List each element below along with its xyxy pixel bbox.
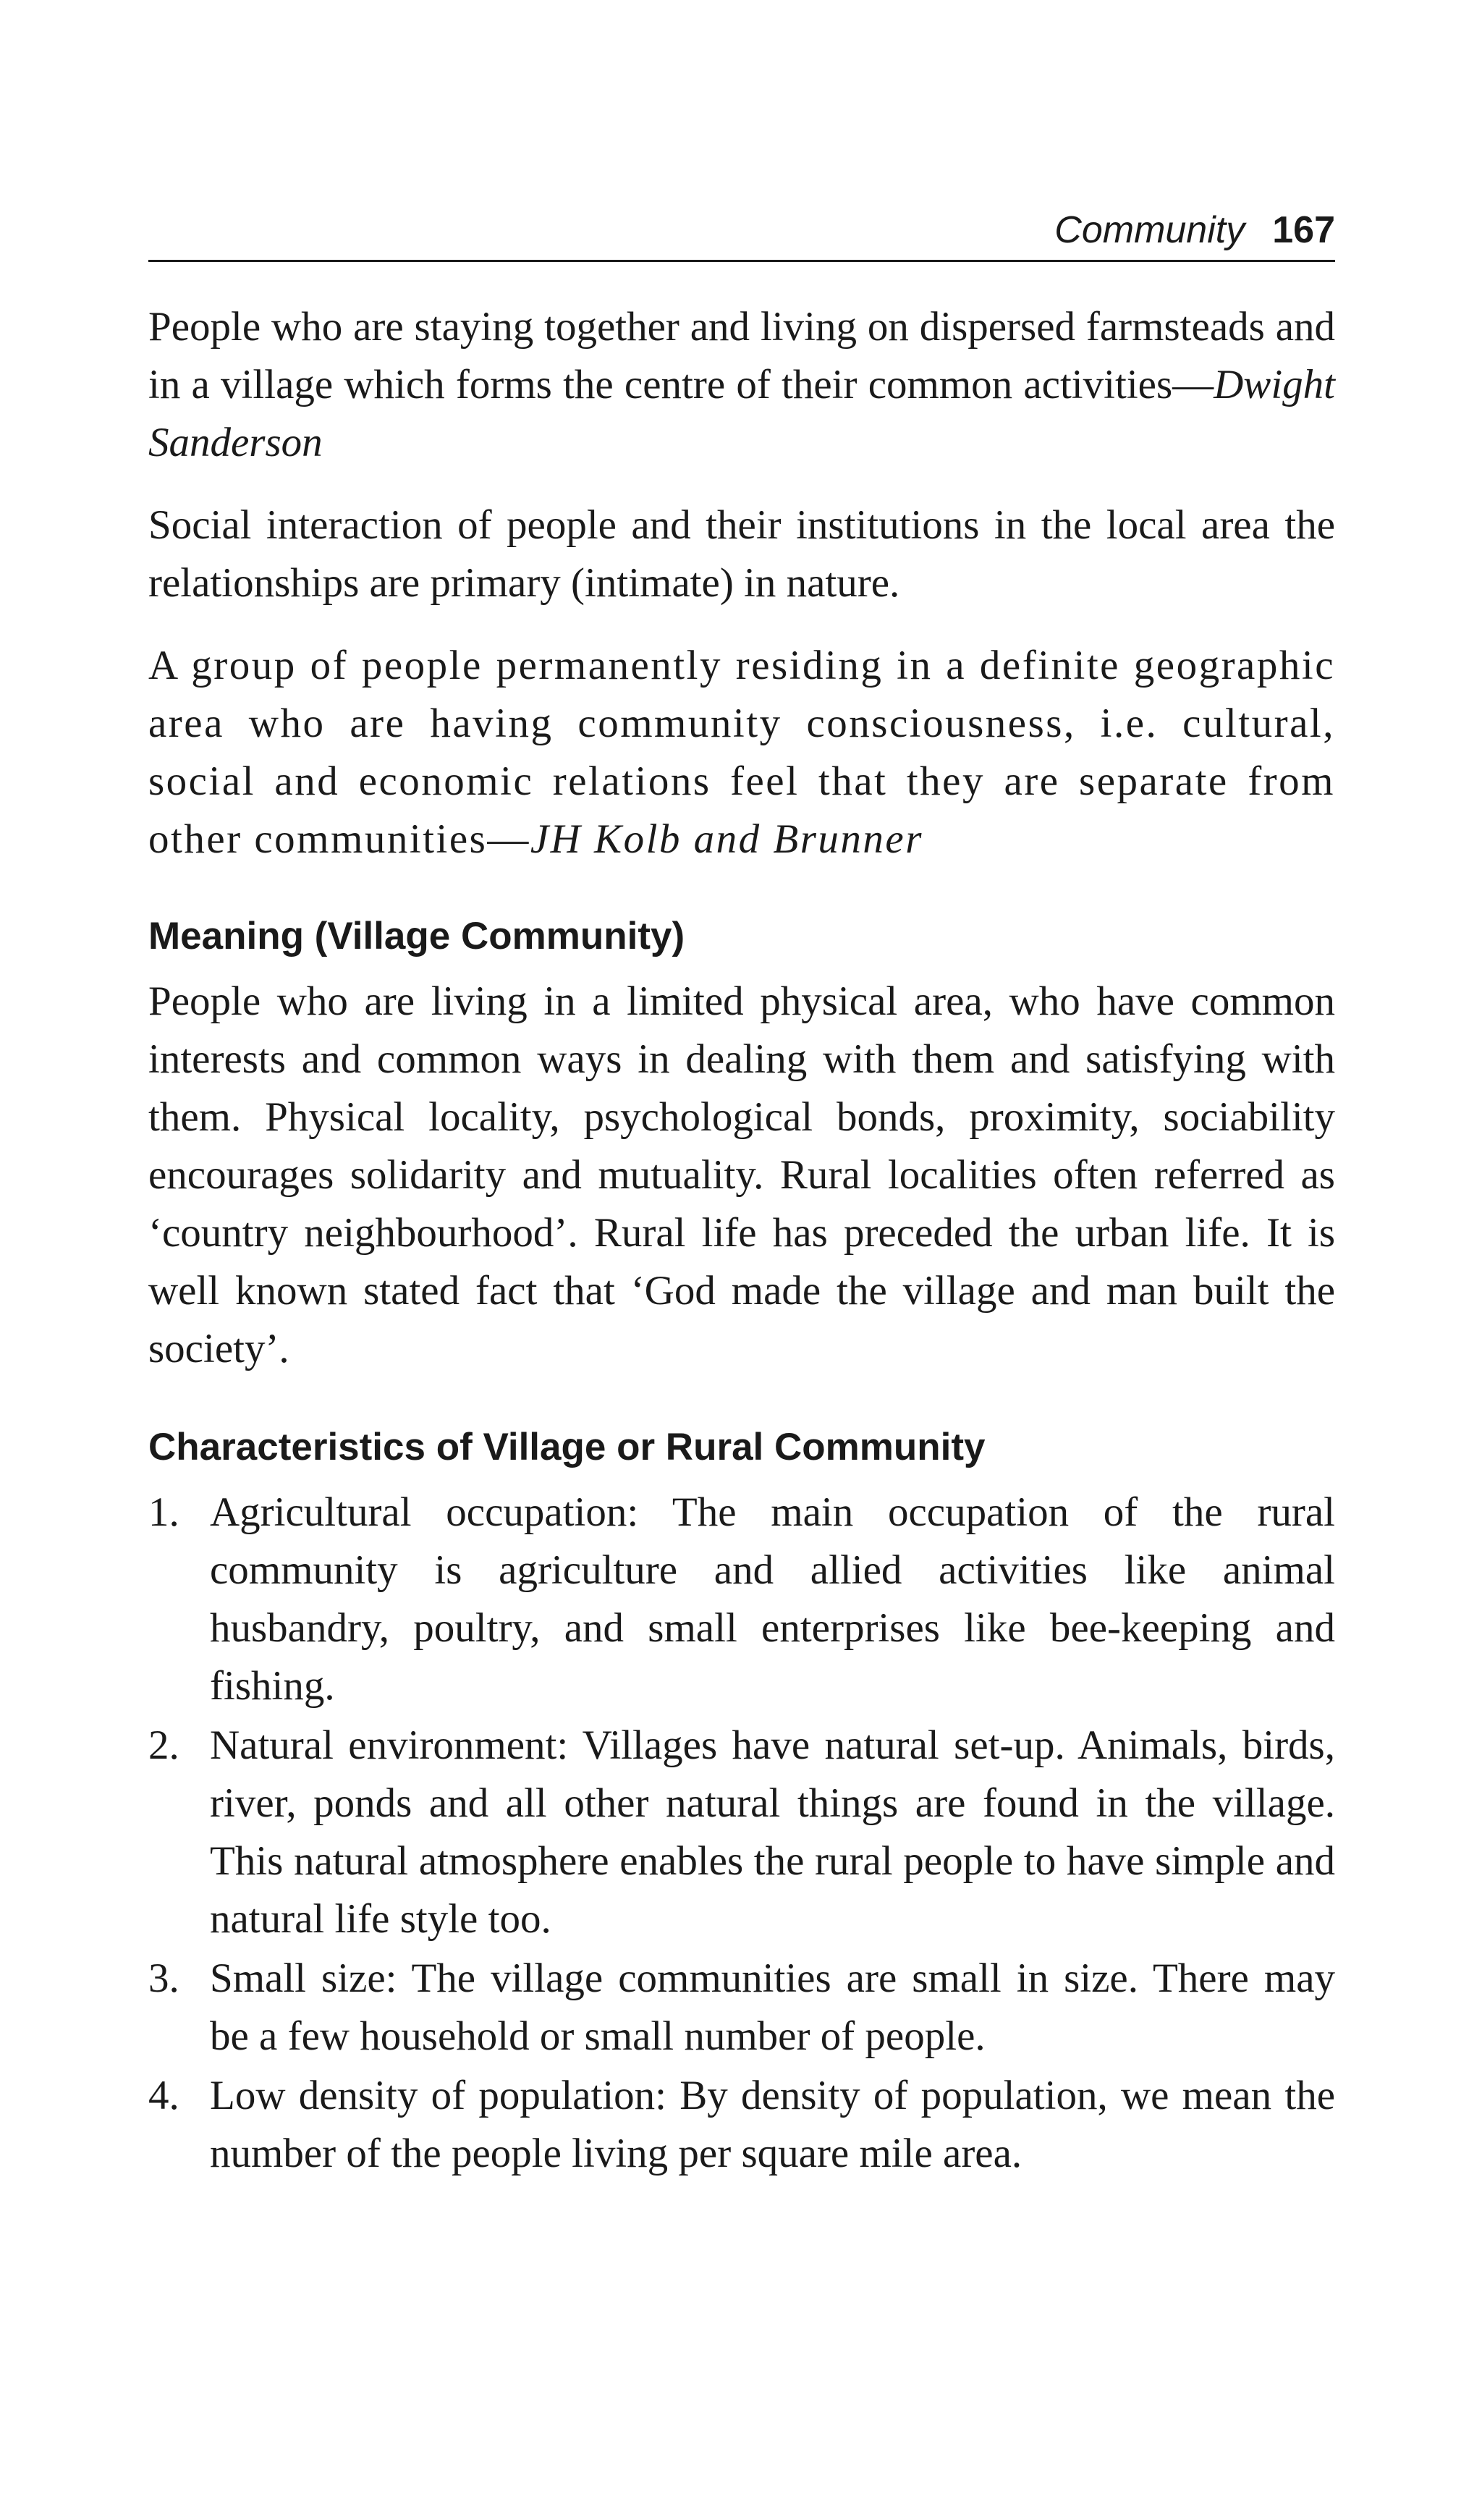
list-item	[148, 2067, 1335, 2183]
list-item-text: Agricultural occupation: The main occupation of the rural community is agriculture and allied activities like animal husbandry, poultry, and small enterprises like bee-keeping and fishing.	[210, 1489, 1335, 1709]
list-item-text: Small size: The village communities are small in size. There may be a few household or small number of people.	[210, 1955, 1335, 2060]
definition-paragraph-sanderson	[148, 298, 1335, 472]
book-page	[148, 210, 1335, 2184]
list-item-number: 2.	[148, 1722, 179, 1769]
definition-attribution: JH Kolb and Brunner	[530, 816, 923, 863]
definition-attribution: Dwight Sanderson	[148, 362, 1335, 466]
definition-paragraph-social-interaction	[148, 496, 1335, 612]
characteristics-list	[148, 1484, 1335, 2183]
definition-text: Social interaction of people and their institutions in the local area the relationships are primary (intimate) in nature.	[148, 502, 1335, 606]
list-item	[148, 1950, 1335, 2066]
running-head	[148, 210, 1335, 262]
list-item-text: Natural environment: Villages have natural set-up. Animals, birds, river, ponds and all other natural things are found in the village. This natural atmosphere enables the rural people to have simple and natural life style too.	[210, 1722, 1335, 1942]
page-number: 167	[1272, 209, 1335, 251]
list-item	[148, 1717, 1335, 1948]
list-item-number: 3.	[148, 1955, 179, 2002]
list-item-number: 1.	[148, 1489, 179, 1536]
definition-text: A group of people permanently residing in a definite geographic area who are having community consciousness, i.e. cultural, social and economic relations feel that they are separate from other communities—	[148, 643, 1335, 863]
definition-paragraph-kolb-brunner	[148, 637, 1335, 868]
list-item-number: 4.	[148, 2073, 179, 2119]
meaning-heading: Meaning (Village Community)	[148, 915, 685, 958]
definition-text: People who are staying together and living on dispersed farmsteads and in a village which forms the centre of their common activities—	[148, 304, 1335, 408]
list-item	[148, 1484, 1335, 1715]
characteristics-heading: Characteristics of Village or Rural Community	[148, 1426, 986, 1469]
running-head-section: Community	[1054, 209, 1245, 251]
list-item-text: Low density of population: By density of population, we mean the number of the people living per square mile area.	[210, 2073, 1335, 2177]
meaning-paragraph: People who are living in a limited physical area, who have common interests and common ways in dealing with them and satisfying with them. Physical locality, psychological bonds, proximity, sociability encourages solidarity and mutuality. Rural localities often referred as ‘country neighbourhood’. Rural life has preceded the urban life. It is well known stated fact that ‘God made the village and man built the society’.	[148, 978, 1335, 1372]
